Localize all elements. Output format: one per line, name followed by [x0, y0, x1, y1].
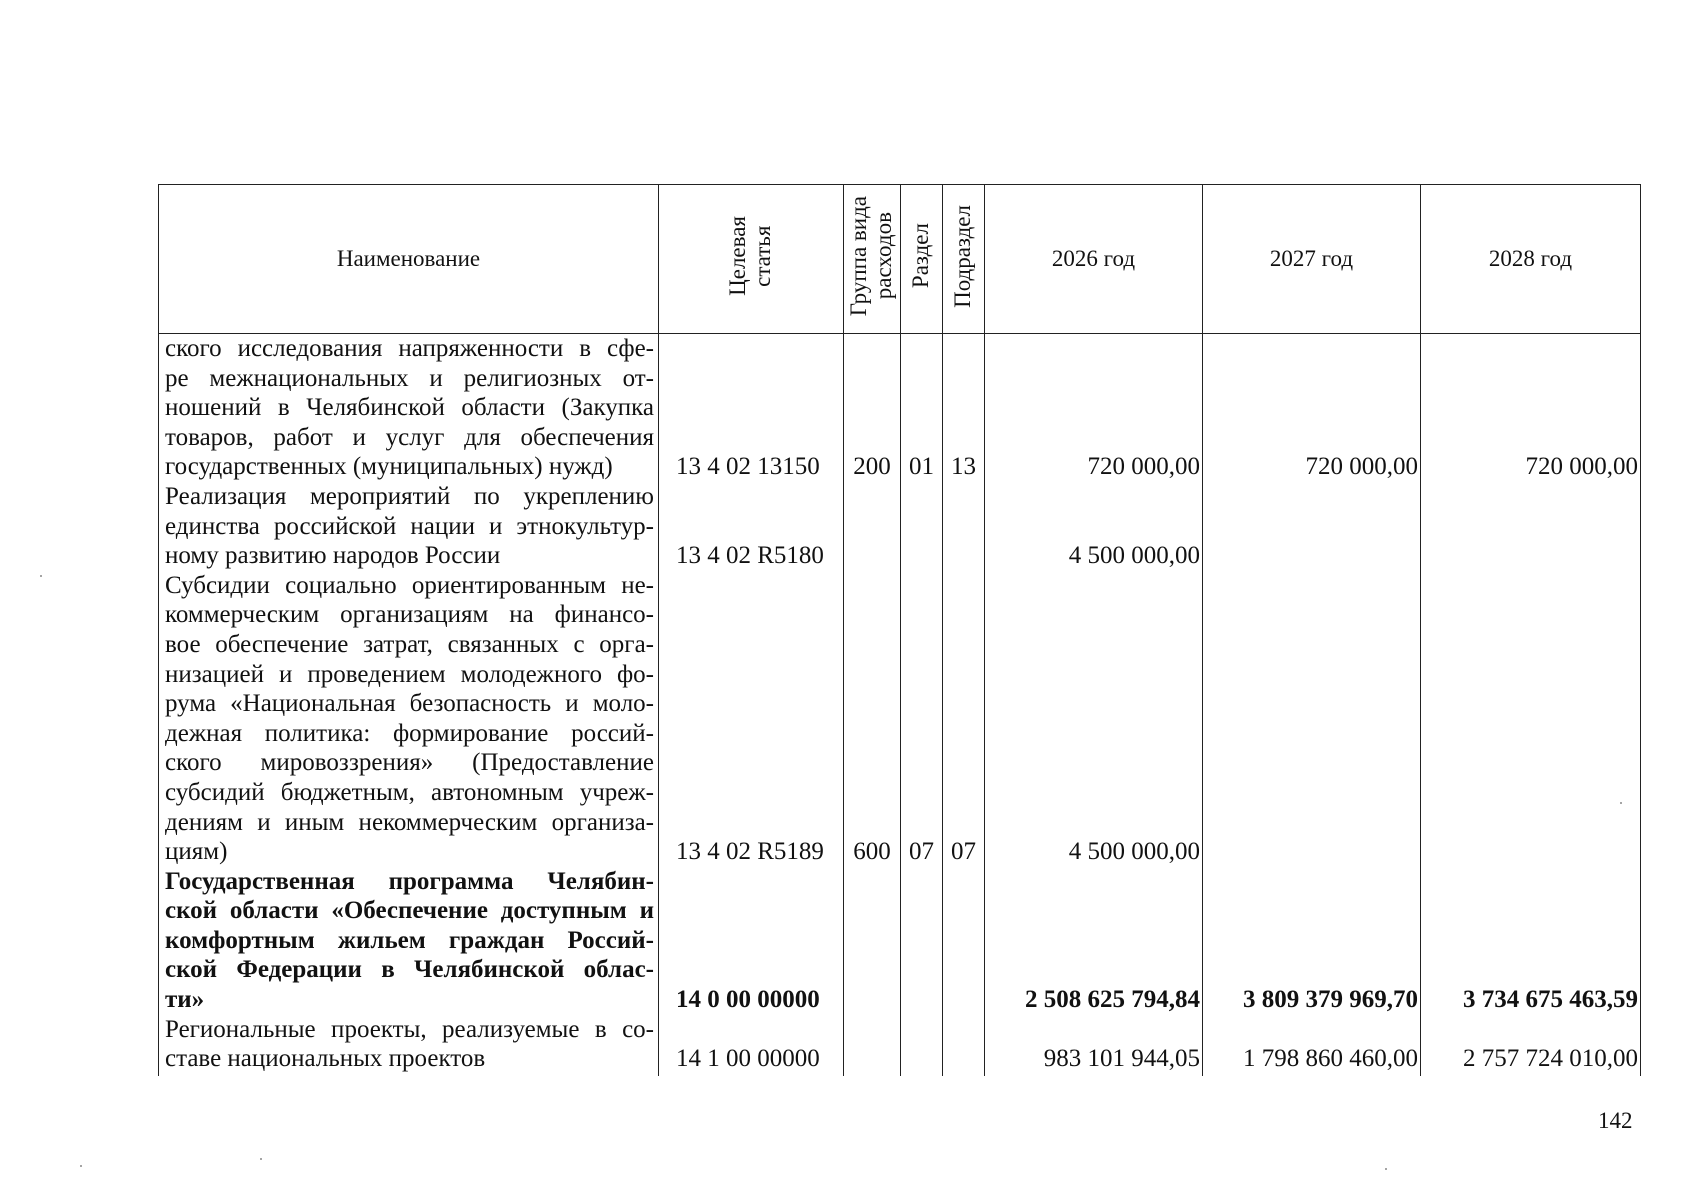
- row-amount-2028: 3 734 675 463,59: [1421, 867, 1641, 1015]
- row-amount-2026: 983 101 944,05: [985, 1015, 1203, 1076]
- scan-speck: [1620, 802, 1622, 804]
- row-name: Региональные проекты, реализуемые в со- ставе национальных проектов: [159, 1015, 659, 1076]
- row-name: Субсидии социально ориентированным не- коммерческим организациям на финансо- вое обеспечение затрат, связанных с орга- низацией и проведением молодежного фо- рума «Национальная безопасность и моло- дежная политика: формирование россий- ского мировоззрения» (Предоставление субсидий бюджетным, автономным учреж- дениям и иным некоммерческим организа- циям): [159, 571, 659, 867]
- row-amount-2027: 1 798 860 460,00: [1203, 1015, 1421, 1076]
- row-amount-2027: 3 809 379 969,70: [1203, 867, 1421, 1015]
- header-2027: 2027 год: [1203, 185, 1421, 334]
- row-amount-2027: [1203, 482, 1421, 571]
- row-section: 01: [901, 334, 943, 482]
- scan-speck: [40, 575, 42, 577]
- row-amount-2026: 720 000,00: [985, 334, 1203, 482]
- header-section: Раздел: [901, 185, 943, 334]
- row-subsection: [943, 867, 985, 1015]
- row-section: 07: [901, 571, 943, 867]
- header-name: Наименование: [159, 185, 659, 334]
- row-subsection: [943, 1015, 985, 1076]
- row-target-code: 14 0 00 00000: [659, 867, 844, 1015]
- table-row: [159, 334, 1641, 482]
- table-row: [159, 482, 1641, 571]
- row-target-code: 13 4 02 R5180: [659, 482, 844, 571]
- row-expense-group: 200: [844, 334, 901, 482]
- row-expense-group: [844, 1015, 901, 1076]
- header-2028: 2028 год: [1421, 185, 1641, 334]
- row-amount-2026: 4 500 000,00: [985, 482, 1203, 571]
- row-name: ского исследования напряженности в сфе- ре межнациональных и религиозных от- ношений в Челябинской области (Закупка товаров, работ и услуг для обеспечения государственных (муниципальных) нужд): [159, 334, 659, 482]
- row-expense-group: 600: [844, 571, 901, 867]
- row-amount-2028: [1421, 571, 1641, 867]
- page-number: 142: [1598, 1108, 1633, 1133]
- table-row: [159, 867, 1641, 1015]
- scan-speck: [260, 1158, 262, 1160]
- row-target-code: 13 4 02 13150: [659, 334, 844, 482]
- table-header-row: [159, 185, 1641, 334]
- row-subsection: [943, 482, 985, 571]
- scan-speck: [80, 1165, 82, 1167]
- scan-speck: [1385, 1168, 1387, 1170]
- row-amount-2028: 2 757 724 010,00: [1421, 1015, 1641, 1076]
- row-amount-2028: [1421, 482, 1641, 571]
- row-section: [901, 482, 943, 571]
- row-target-code: 13 4 02 R5189: [659, 571, 844, 867]
- row-amount-2027: [1203, 571, 1421, 867]
- row-subsection: 07: [943, 571, 985, 867]
- header-target: Целевая статья: [659, 185, 844, 334]
- row-amount-2026: 4 500 000,00: [985, 571, 1203, 867]
- header-subsection: Подраздел: [943, 185, 985, 334]
- row-amount-2027: 720 000,00: [1203, 334, 1421, 482]
- header-expense-group: Группа вида расходов: [844, 185, 901, 334]
- row-name: Реализация мероприятий по укреплению единства российской нации и этнокультур- ному развитию народов России: [159, 482, 659, 571]
- row-section: [901, 1015, 943, 1076]
- table-row: [159, 1015, 1641, 1076]
- row-section: [901, 867, 943, 1015]
- row-expense-group: [844, 867, 901, 1015]
- row-amount-2026: 2 508 625 794,84: [985, 867, 1203, 1015]
- row-amount-2028: 720 000,00: [1421, 334, 1641, 482]
- table-row: [159, 571, 1641, 867]
- row-name: Государственная программа Челябин- ской области «Обеспечение доступным и комфортным жильем граждан Россий- ской Федерации в Челябинской облас- ти»: [159, 867, 659, 1015]
- row-subsection: 13: [943, 334, 985, 482]
- header-2026: 2026 год: [985, 185, 1203, 334]
- budget-table-container: [158, 184, 1640, 1076]
- row-target-code: 14 1 00 00000: [659, 1015, 844, 1076]
- budget-table: [158, 184, 1641, 1076]
- row-expense-group: [844, 482, 901, 571]
